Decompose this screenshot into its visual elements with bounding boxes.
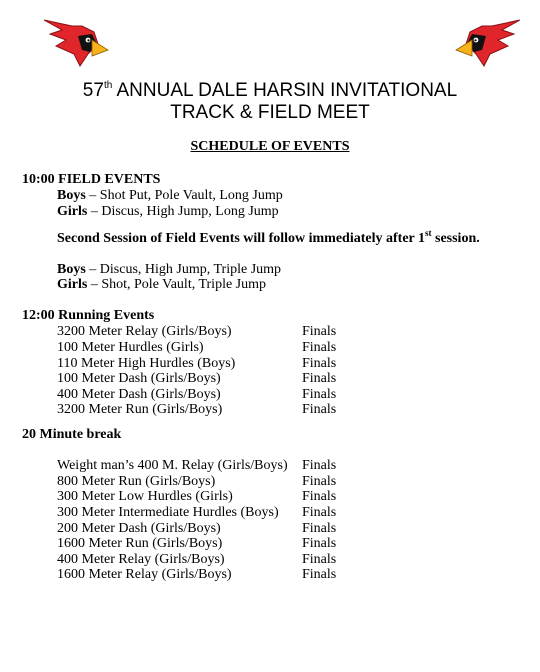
second-session-note: Second Session of Field Events will follow immediately after 1st session. bbox=[57, 228, 480, 246]
running-event-status: Finals bbox=[302, 387, 337, 402]
running-event: 100 Meter Dash (Girls/Boys) bbox=[57, 371, 221, 386]
post-break-event: 1600 Meter Run (Girls/Boys) bbox=[57, 536, 223, 551]
post-break-event-status: Finals bbox=[302, 458, 337, 473]
post-break-event-status: Finals bbox=[302, 521, 337, 536]
cardinal-logo-left bbox=[42, 14, 112, 70]
running-event-status: Finals bbox=[302, 324, 337, 339]
field-session2-boys: Boys – Discus, High Jump, Triple Jump bbox=[57, 262, 282, 277]
post-break-event-status: Finals bbox=[302, 489, 337, 504]
running-event: 110 Meter High Hurdles (Boys) bbox=[57, 356, 236, 371]
running-event: 400 Meter Dash (Girls/Boys) bbox=[57, 387, 221, 402]
running-events-heading: 12:00 Running Events bbox=[22, 308, 155, 323]
cardinal-logo-right bbox=[452, 14, 522, 70]
running-event: 3200 Meter Relay (Girls/Boys) bbox=[57, 324, 232, 339]
field-session2-girls: Girls – Shot, Pole Vault, Triple Jump bbox=[57, 277, 267, 292]
post-break-event: 800 Meter Run (Girls/Boys) bbox=[57, 474, 216, 489]
post-break-event-status: Finals bbox=[302, 536, 337, 551]
running-event: 100 Meter Hurdles (Girls) bbox=[57, 340, 204, 355]
post-break-event: 300 Meter Intermediate Hurdles (Boys) bbox=[57, 505, 279, 520]
post-break-event-status: Finals bbox=[302, 567, 337, 582]
post-break-event-status: Finals bbox=[302, 552, 337, 567]
post-break-event: 300 Meter Low Hurdles (Girls) bbox=[57, 489, 233, 504]
meet-title-line2: TRACK & FIELD MEET bbox=[170, 102, 370, 123]
running-event-status: Finals bbox=[302, 340, 337, 355]
field-session1-boys: Boys – Shot Put, Pole Vault, Long Jump bbox=[57, 188, 283, 203]
post-break-event: 400 Meter Relay (Girls/Boys) bbox=[57, 552, 225, 567]
post-break-event: 200 Meter Dash (Girls/Boys) bbox=[57, 521, 221, 536]
field-session1-girls: Girls – Discus, High Jump, Long Jump bbox=[57, 204, 279, 219]
break-heading: 20 Minute break bbox=[22, 427, 122, 442]
running-event-status: Finals bbox=[302, 356, 337, 371]
post-break-event: Weight man’s 400 M. Relay (Girls/Boys) bbox=[57, 458, 288, 473]
running-event-status: Finals bbox=[302, 402, 337, 417]
post-break-event: 1600 Meter Relay (Girls/Boys) bbox=[57, 567, 232, 582]
meet-title-line1: 57th ANNUAL DALE HARSIN INVITATIONAL bbox=[82, 80, 458, 101]
running-event: 3200 Meter Run (Girls/Boys) bbox=[57, 402, 223, 417]
post-break-event-status: Finals bbox=[302, 505, 337, 520]
running-event-status: Finals bbox=[302, 371, 337, 386]
schedule-heading: SCHEDULE OF EVENTS bbox=[190, 139, 350, 154]
post-break-event-status: Finals bbox=[302, 474, 337, 489]
field-events-heading: 10:00 FIELD EVENTS bbox=[22, 172, 161, 187]
